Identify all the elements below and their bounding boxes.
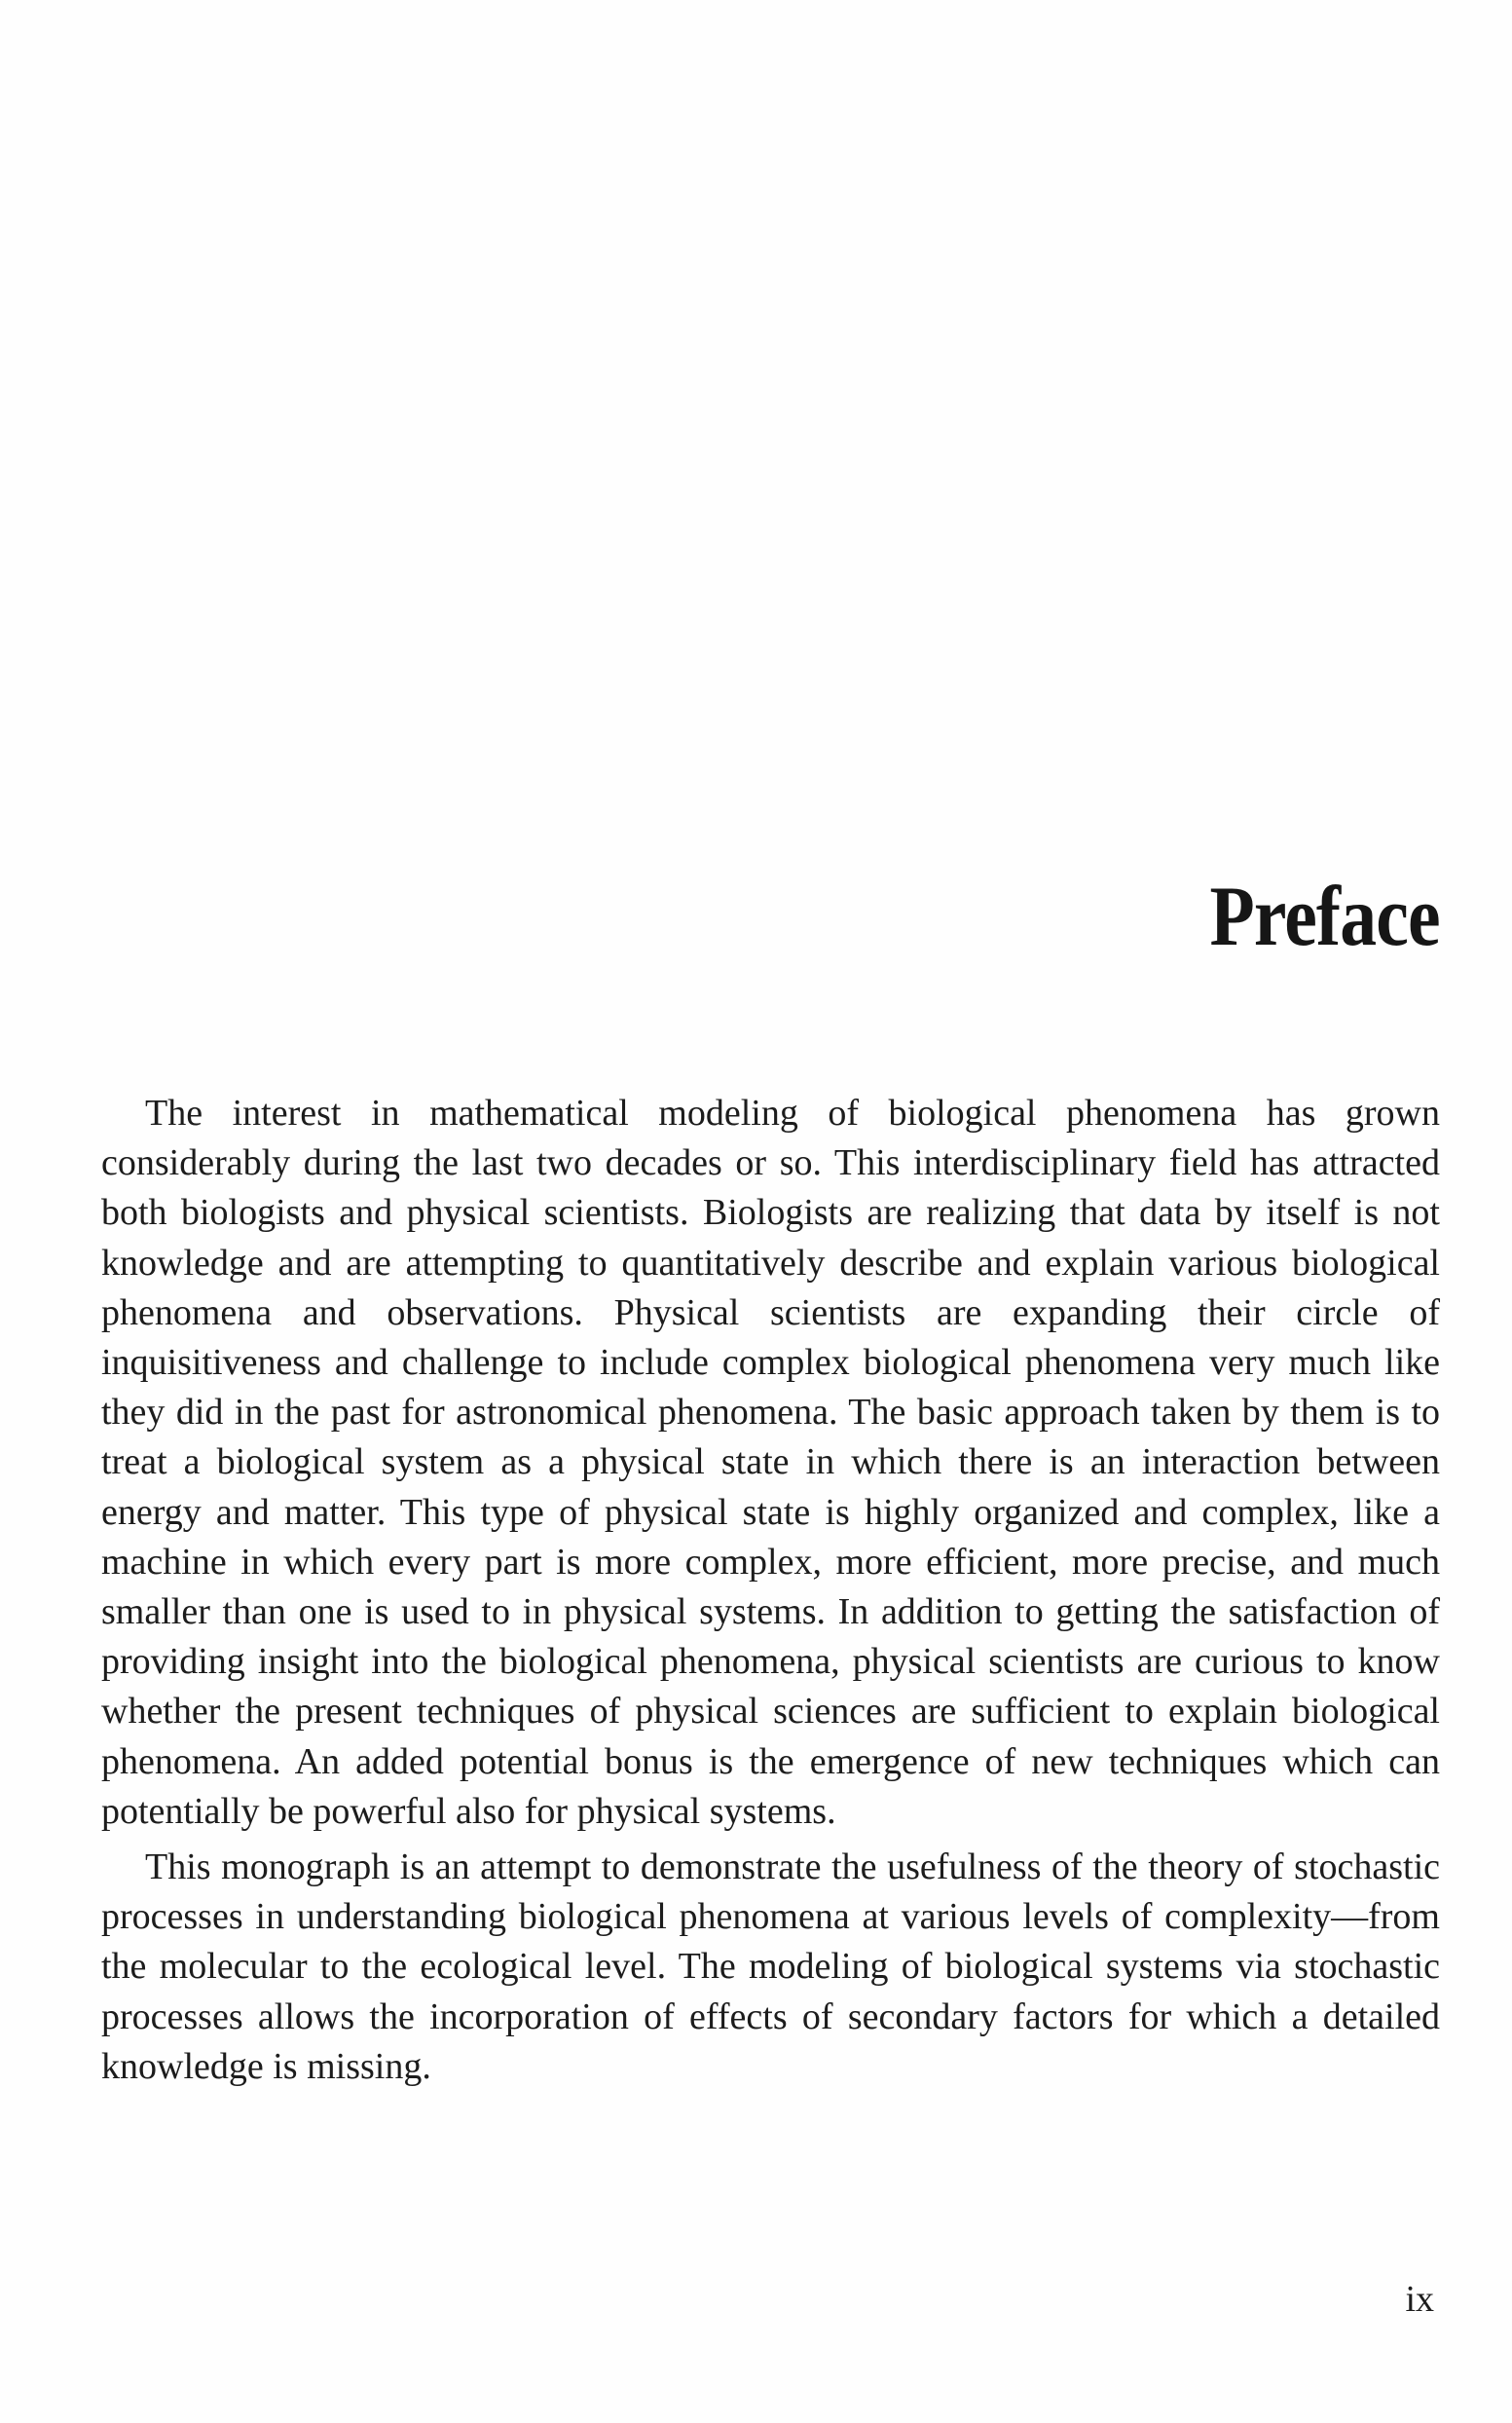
chapter-title: Preface	[1209, 870, 1440, 964]
preface-body	[101, 1089, 1440, 2098]
paragraph-1: The interest in mathematical modeling of biological phenomena has grown considerably during the last two decades or so. This interdisciplinary field has attracted both biologists and physical scientists. Biologists are realizing that data by itself is not knowledge and are attempting to quantitatively describe and explain various biological phenomena and observations. Physical scientists are expanding their circle of inquisitiveness and challenge to include complex biological phenomena very much like they did in the past for astronomical phenomena. The basic approach taken by them is to treat a biological system as a physical state in which there is an interaction between energy and matter. This type of physical state is highly organized and complex, like a machine in which every part is more complex, more efficient, more precise, and much smaller than one is used to in physical systems. In addition to getting the satisfaction of providing insight into the biological phenomena, physical scientists are curious to know whether the present techniques of physical sciences are sufficient to explain biological phenomena. An added potential bonus is the emergence of new techniques which can potentially be powerful also for physical systems.	[101, 1093, 1440, 1832]
page-number: ix	[1405, 2279, 1434, 2320]
paragraph-2: This monograph is an attempt to demonstrate the usefulness of the theory of stochastic processes in understanding biological phenomena at various levels of complexity—from the molecular to the ecological level. The modeling of biological systems via stochastic processes allows the incorporation of effects of secondary factors for which a detailed knowledge is missing.	[101, 1846, 1440, 2087]
